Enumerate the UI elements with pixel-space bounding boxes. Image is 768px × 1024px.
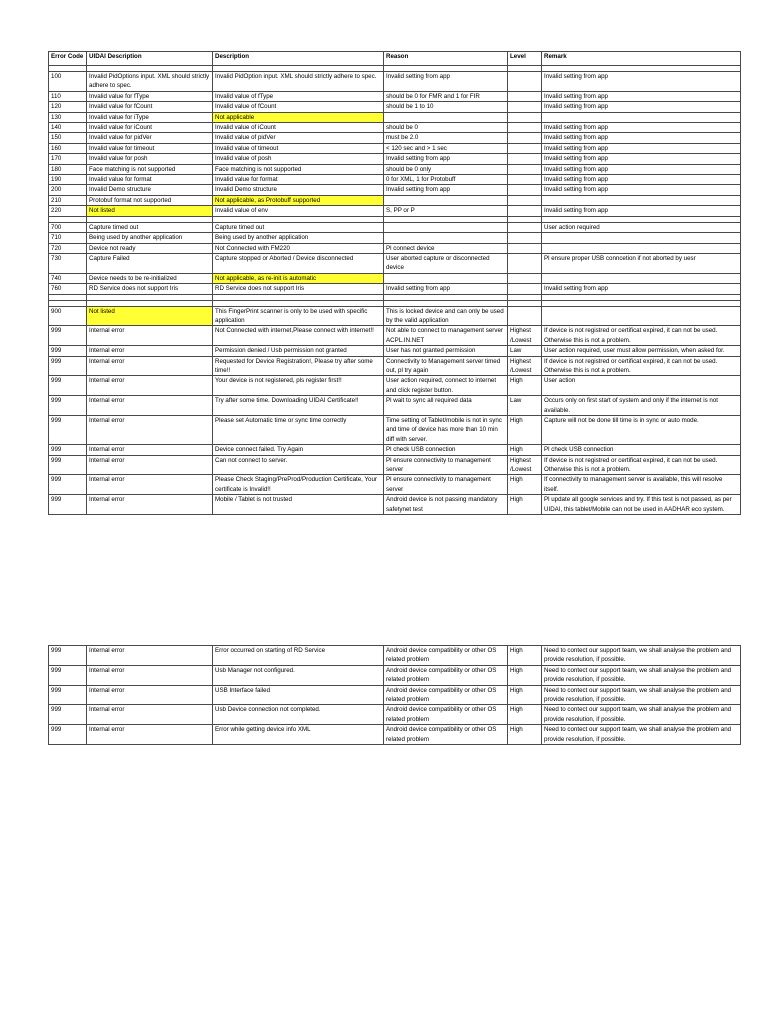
- cell-description: Mobile / Tablet is not trusted: [213, 495, 384, 515]
- cell-description: Error occurred on starting of RD Service: [213, 646, 384, 666]
- cell-level: [508, 133, 542, 143]
- cell-error-code: 999: [49, 665, 87, 685]
- cell-remark: Invalid setting from app: [542, 185, 741, 195]
- cell-description: Invalid value of iCount: [213, 123, 384, 133]
- cell-remark: Capture will not be done till time is in sync or auto mode.: [542, 416, 741, 445]
- cell-error-code: 120: [49, 102, 87, 112]
- cell-uidai-description: Invalid PidOptions input. XML should strictly adhere to spec.: [87, 72, 213, 92]
- cell-description: Please Check Staging/PreProd/Production Certificate, Your certificate is Invalid!!: [213, 475, 384, 495]
- cell-level: [508, 143, 542, 153]
- cell-reason: This is locked device and can only be used by the valid application: [384, 306, 508, 326]
- cell-reason: Not able to connect to management server ACPL.IN.NET: [384, 326, 508, 346]
- cell-uidai-description: Device needs to be re-initialized: [87, 273, 213, 283]
- cell-reason: [384, 222, 508, 232]
- cell-reason: Invalid setting from app: [384, 185, 508, 195]
- table-row: [49, 455, 741, 475]
- cell-error-code: 999: [49, 475, 87, 495]
- table-row: [49, 253, 741, 273]
- header-description: Description: [213, 52, 384, 66]
- cell-uidai-description: Internal error: [87, 475, 213, 495]
- cell-remark: Invalid setting from app: [542, 284, 741, 294]
- cell-error-code: 720: [49, 243, 87, 253]
- cell-error-code: 999: [49, 705, 87, 725]
- cell-reason: Pl ensure connectivity to management server: [384, 475, 508, 495]
- cell-error-code: 140: [49, 123, 87, 133]
- cell-error-code: 210: [49, 195, 87, 205]
- cell-remark: Occurs only on first start of system and only if the internet is not available.: [542, 396, 741, 416]
- table-row: [49, 396, 741, 416]
- cell-error-code: 999: [49, 445, 87, 455]
- cell-remark: User action required, user must allow permission, when asked for.: [542, 346, 741, 356]
- cell-reason: must be 2.0: [384, 133, 508, 143]
- cell-uidai-description: Internal error: [87, 326, 213, 346]
- cell-reason: Invalid setting from app: [384, 284, 508, 294]
- cell-error-code: 200: [49, 185, 87, 195]
- cell-reason: [384, 233, 508, 243]
- cell-description: Capture timed out: [213, 222, 384, 232]
- cell-level: [508, 154, 542, 164]
- cell-description: Invalid value of fCount: [213, 102, 384, 112]
- cell-error-code: 130: [49, 112, 87, 122]
- cell-reason: 0 for XML, 1 for Protobuff: [384, 175, 508, 185]
- cell-uidai-description: Internal error: [87, 455, 213, 475]
- table-row: [49, 91, 741, 101]
- table-row: [49, 72, 741, 92]
- cell-error-code: 999: [49, 396, 87, 416]
- cell-remark: Need to contect our support team, we shall analyse the problem and provide resolution, if possible.: [542, 646, 741, 666]
- cell-description: Invalid value of posh: [213, 154, 384, 164]
- cell-error-code: 999: [49, 326, 87, 346]
- cell-error-code: 700: [49, 222, 87, 232]
- cell-uidai-description: Protobuf format not supported: [87, 195, 213, 205]
- cell-uidai-description: Internal error: [87, 396, 213, 416]
- cell-error-code: 999: [49, 455, 87, 475]
- error-code-table: [48, 51, 741, 515]
- cell-reason: Android device compatibility or other OS related problem: [384, 705, 508, 725]
- cell-remark: User action: [542, 376, 741, 396]
- cell-uidai-description: Internal error: [87, 346, 213, 356]
- cell-reason: [384, 112, 508, 122]
- table-row: [49, 665, 741, 685]
- cell-description: Try after some time. Downloading UIDAI Certificate!!: [213, 396, 384, 416]
- cell-remark: [542, 243, 741, 253]
- cell-remark: If connectivity to management server is available, this will resolve itself.: [542, 475, 741, 495]
- cell-remark: Pl check USB connection: [542, 445, 741, 455]
- cell-reason: Android device compatibility or other OS related problem: [384, 685, 508, 705]
- table-row: [49, 233, 741, 243]
- cell-level: High: [508, 445, 542, 455]
- cell-error-code: 900: [49, 306, 87, 326]
- cell-uidai-description: Invalid value for iCount: [87, 123, 213, 133]
- header-reason: Reason: [384, 52, 508, 66]
- cell-uidai-description: Not listed: [87, 306, 213, 326]
- cell-description: Please set Automatic time or sync time correctly: [213, 416, 384, 445]
- cell-level: High: [508, 376, 542, 396]
- cell-uidai-description: RD Service does not support Iris: [87, 284, 213, 294]
- cell-level: [508, 222, 542, 232]
- cell-error-code: 100: [49, 72, 87, 92]
- cell-description: This FingerPrint scanner is only to be used with specific application: [213, 306, 384, 326]
- cell-level: Highest /Lowest: [508, 356, 542, 376]
- cell-reason: Time setting of Tablet/mobile is not in sync and time of device has more than 10 min diff with server.: [384, 416, 508, 445]
- cell-remark: Invalid setting from app: [542, 154, 741, 164]
- cell-error-code: 999: [49, 416, 87, 445]
- cell-description: Permission denied / Usb permission not granted: [213, 346, 384, 356]
- cell-uidai-description: Internal error: [87, 356, 213, 376]
- cell-reason: User aborted capture or disconnected device: [384, 253, 508, 273]
- table-row: [49, 112, 741, 122]
- cell-level: [508, 306, 542, 326]
- cell-description: Usb Device connection not completed.: [213, 705, 384, 725]
- cell-level: [508, 253, 542, 273]
- cell-error-code: 180: [49, 164, 87, 174]
- cell-remark: Invalid setting from app: [542, 102, 741, 112]
- cell-reason: [384, 273, 508, 283]
- cell-reason: < 120 sec and > 1 sec: [384, 143, 508, 153]
- cell-description: Not Connected with internet,Please connect with internet!!: [213, 326, 384, 346]
- cell-reason: User has not granted permission: [384, 346, 508, 356]
- cell-level: High: [508, 725, 542, 745]
- cell-level: Law: [508, 396, 542, 416]
- cell-reason: Pl wait to sync all required data: [384, 396, 508, 416]
- cell-level: High: [508, 665, 542, 685]
- cell-reason: S, PP or P: [384, 206, 508, 216]
- cell-reason: Android device compatibility or other OS related problem: [384, 646, 508, 666]
- table-row: [49, 123, 741, 133]
- cell-level: High: [508, 685, 542, 705]
- cell-level: [508, 195, 542, 205]
- cell-description: Invalid value for format: [213, 175, 384, 185]
- cell-reason: should be 1 to 10: [384, 102, 508, 112]
- cell-level: [508, 123, 542, 133]
- cell-uidai-description: Internal error: [87, 445, 213, 455]
- cell-level: High: [508, 705, 542, 725]
- cell-description: Can not connect to server.: [213, 455, 384, 475]
- header-uidai-description: UIDAI Description: [87, 52, 213, 66]
- cell-error-code: 190: [49, 175, 87, 185]
- cell-level: High: [508, 495, 542, 515]
- cell-error-code: 999: [49, 346, 87, 356]
- cell-error-code: 999: [49, 685, 87, 705]
- cell-error-code: 999: [49, 376, 87, 396]
- cell-level: [508, 273, 542, 283]
- cell-uidai-description: Being used by another application: [87, 233, 213, 243]
- cell-error-code: 730: [49, 253, 87, 273]
- cell-description: Capture stopped or Aborted / Device disconnected: [213, 253, 384, 273]
- cell-reason: should be 0 for FMR and 1 for FIR: [384, 91, 508, 101]
- table-row: [49, 356, 741, 376]
- table-row: [49, 222, 741, 232]
- cell-uidai-description: Invalid value for fType: [87, 91, 213, 101]
- table-row: [49, 284, 741, 294]
- cell-remark: Invalid setting from app: [542, 91, 741, 101]
- cell-level: [508, 72, 542, 92]
- cell-remark: Invalid setting from app: [542, 123, 741, 133]
- cell-level: [508, 206, 542, 216]
- cell-uidai-description: Invalid value for fCount: [87, 102, 213, 112]
- cell-error-code: 110: [49, 91, 87, 101]
- cell-level: Law: [508, 346, 542, 356]
- cell-error-code: 999: [49, 646, 87, 666]
- cell-error-code: 160: [49, 143, 87, 153]
- cell-remark: If device is not registred or certificat expired, it can not be used. Otherwise this is not a problem.: [542, 455, 741, 475]
- cell-description: Not applicable: [213, 112, 384, 122]
- cell-description: Your device is not registered, pls register first!!: [213, 376, 384, 396]
- cell-reason: should be 0: [384, 123, 508, 133]
- cell-uidai-description: Invalid value for timeout: [87, 143, 213, 153]
- cell-remark: Need to contect our support team, we shall analyse the problem and provide resolution, if possible.: [542, 725, 741, 745]
- cell-uidai-description: Internal error: [87, 725, 213, 745]
- cell-uidai-description: Invalid value for iType: [87, 112, 213, 122]
- cell-remark: Pl update all google services and try. If this test is not passed, as per UIDAI, this tablet/Mobile can not be used in AADHAR eco system.: [542, 495, 741, 515]
- cell-description: Not applicable, as Protobuff supported: [213, 195, 384, 205]
- cell-remark: Invalid setting from app: [542, 206, 741, 216]
- cell-uidai-description: Invalid value for posh: [87, 154, 213, 164]
- cell-level: [508, 91, 542, 101]
- table-row: [49, 164, 741, 174]
- cell-remark: Need to contect our support team, we shall analyse the problem and provide resolution, if possible.: [542, 665, 741, 685]
- table-row: [49, 326, 741, 346]
- cell-description: RD Service does not support Iris: [213, 284, 384, 294]
- cell-level: Highest /Lowest: [508, 455, 542, 475]
- cell-uidai-description: Capture timed out: [87, 222, 213, 232]
- cell-uidai-description: Invalid Demo structure: [87, 185, 213, 195]
- table-row: [49, 306, 741, 326]
- cell-level: [508, 175, 542, 185]
- cell-error-code: 150: [49, 133, 87, 143]
- cell-level: [508, 185, 542, 195]
- cell-description: Requested for Device Registration!, Please try after some time!!: [213, 356, 384, 376]
- cell-level: [508, 112, 542, 122]
- cell-reason: [384, 195, 508, 205]
- cell-uidai-description: Invalid value for format: [87, 175, 213, 185]
- cell-description: Device connect failed. Try Again: [213, 445, 384, 455]
- cell-reason: User action required, connect to internet and click register button.: [384, 376, 508, 396]
- cell-reason: Connectivity to Management server timed out, pl try again: [384, 356, 508, 376]
- cell-uidai-description: Capture Failed: [87, 253, 213, 273]
- table-row: [49, 273, 741, 283]
- cell-remark: If device is not registred or certificat expired, it can not be used. Otherwise this is not a problem.: [542, 356, 741, 376]
- error-code-table-continued: [48, 645, 741, 745]
- cell-error-code: 760: [49, 284, 87, 294]
- cell-level: [508, 284, 542, 294]
- cell-remark: Need to contect our support team, we shall analyse the problem and provide resolution, if possible.: [542, 685, 741, 705]
- cell-remark: Invalid setting from app: [542, 164, 741, 174]
- cell-remark: Pl ensure proper USB conncetion if not aborted by uesr: [542, 253, 741, 273]
- table-row: [49, 376, 741, 396]
- cell-reason: should be 0 only: [384, 164, 508, 174]
- cell-reason: Invalid setting from app: [384, 154, 508, 164]
- cell-description: Not applicable, as re-init is automatic: [213, 273, 384, 283]
- cell-description: Error while getting device info XML: [213, 725, 384, 745]
- cell-uidai-description: Internal error: [87, 646, 213, 666]
- cell-description: Invalid value of pidVer: [213, 133, 384, 143]
- cell-description: Face matching is not supported: [213, 164, 384, 174]
- cell-remark: [542, 273, 741, 283]
- cell-level: Highest /Lowest: [508, 326, 542, 346]
- table-row: [49, 346, 741, 356]
- cell-uidai-description: Internal error: [87, 685, 213, 705]
- table-row: [49, 154, 741, 164]
- table-row: [49, 102, 741, 112]
- cell-remark: Invalid setting from app: [542, 133, 741, 143]
- cell-level: [508, 243, 542, 253]
- header-error-code: Error Code: [49, 52, 87, 66]
- cell-reason: Pl ensure connectivity to management server: [384, 455, 508, 475]
- cell-remark: [542, 112, 741, 122]
- cell-error-code: 220: [49, 206, 87, 216]
- table-row: [49, 705, 741, 725]
- cell-description: Invalid value of fType: [213, 91, 384, 101]
- table-row: [49, 725, 741, 745]
- table-row: [49, 646, 741, 666]
- header-remark: Remark: [542, 52, 741, 66]
- cell-reason: Android device compatibility or other OS related problem: [384, 665, 508, 685]
- cell-description: Usb Manager not configured.: [213, 665, 384, 685]
- cell-error-code: 170: [49, 154, 87, 164]
- cell-description: Being used by another application: [213, 233, 384, 243]
- cell-remark: User action required: [542, 222, 741, 232]
- cell-description: Invalid PidOption input. XML should strictly adhere to spec.: [213, 72, 384, 92]
- cell-error-code: 710: [49, 233, 87, 243]
- table-row: [49, 416, 741, 445]
- cell-uidai-description: Face matching is not supported: [87, 164, 213, 174]
- cell-error-code: 740: [49, 273, 87, 283]
- cell-description: Invalid value of timeout: [213, 143, 384, 153]
- cell-uidai-description: Internal error: [87, 705, 213, 725]
- cell-uidai-description: Device not ready: [87, 243, 213, 253]
- cell-reason: Invalid setting from app: [384, 72, 508, 92]
- cell-error-code: 999: [49, 725, 87, 745]
- table-row: [49, 185, 741, 195]
- cell-remark: Invalid setting from app: [542, 72, 741, 92]
- cell-remark: [542, 195, 741, 205]
- cell-uidai-description: Internal error: [87, 416, 213, 445]
- cell-level: High: [508, 416, 542, 445]
- table-row: [49, 243, 741, 253]
- cell-reason: Android device compatibility or other OS related problem: [384, 725, 508, 745]
- cell-level: [508, 102, 542, 112]
- table-row: [49, 685, 741, 705]
- cell-error-code: 999: [49, 495, 87, 515]
- cell-uidai-description: Internal error: [87, 376, 213, 396]
- cell-reason: Android device is not passing mandatory safetynet test: [384, 495, 508, 515]
- cell-remark: [542, 233, 741, 243]
- cell-remark: [542, 306, 741, 326]
- cell-uidai-description: Internal error: [87, 495, 213, 515]
- table-row: [49, 445, 741, 455]
- cell-description: Not Connected with FM220: [213, 243, 384, 253]
- cell-description: Invalid value of env: [213, 206, 384, 216]
- table-header-row: [49, 52, 741, 66]
- table-row: [49, 195, 741, 205]
- table-row: [49, 495, 741, 515]
- cell-level: [508, 164, 542, 174]
- cell-description: USB Interface failed: [213, 685, 384, 705]
- cell-uidai-description: Invalid value for pidVer: [87, 133, 213, 143]
- cell-remark: Invalid setting from app: [542, 143, 741, 153]
- cell-reason: Pl connect device: [384, 243, 508, 253]
- header-level: Level: [508, 52, 542, 66]
- table-row: [49, 143, 741, 153]
- cell-level: High: [508, 646, 542, 666]
- cell-remark: Need to contect our support team, we shall analyse the problem and provide resolution, if possible.: [542, 705, 741, 725]
- cell-uidai-description: Internal error: [87, 665, 213, 685]
- table-row: [49, 206, 741, 216]
- cell-error-code: 999: [49, 356, 87, 376]
- table-row: [49, 475, 741, 495]
- cell-uidai-description: Not listed: [87, 206, 213, 216]
- cell-remark: If device is not registred or certificat expired, it can not be used. Otherwise this is not a problem.: [542, 326, 741, 346]
- cell-level: High: [508, 475, 542, 495]
- table-row: [49, 133, 741, 143]
- cell-remark: Invalid setting from app: [542, 175, 741, 185]
- cell-reason: Pl check USB connection: [384, 445, 508, 455]
- cell-description: Invalid Demo structure: [213, 185, 384, 195]
- cell-level: [508, 233, 542, 243]
- table-row: [49, 175, 741, 185]
